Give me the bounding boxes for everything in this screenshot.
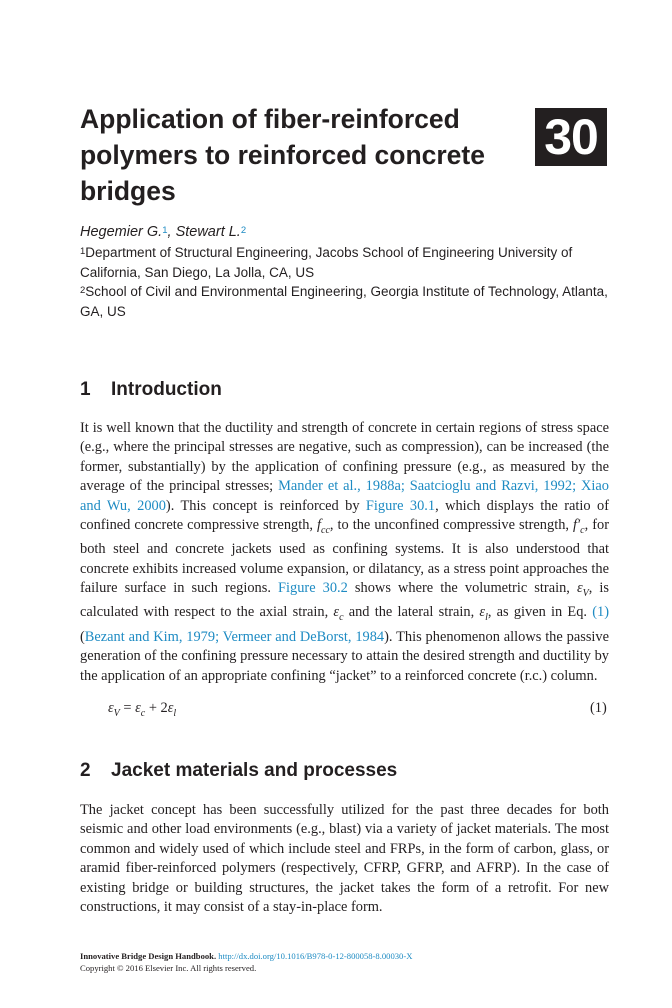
equation-number: (1) xyxy=(590,700,607,716)
symbol-base: ε xyxy=(479,604,486,621)
eq-subscript: V xyxy=(113,707,120,719)
chapter-number-badge: 30 xyxy=(535,108,607,166)
author-separator: , xyxy=(167,224,176,240)
eq-operator: + 2 xyxy=(145,700,168,716)
symbol-base: ε xyxy=(576,580,583,597)
symbol-fcc xyxy=(317,517,330,536)
eq-symbol: ε xyxy=(167,700,174,716)
author-list xyxy=(80,222,246,242)
affiliation-text: Department of Structural Engineering, Jacobs School of Engineering University of California, San Diego, La Jolla, CA, US xyxy=(80,245,573,280)
introduction-paragraph xyxy=(80,419,609,686)
symbol-subscript: c xyxy=(580,524,585,536)
section-title: Jacket materials and processes xyxy=(111,760,398,781)
symbol-base: f′ xyxy=(573,517,581,534)
doi-link[interactable]: http://dx.doi.org/10.1016/B978-0-12-800058-8.00030-X xyxy=(218,951,413,961)
jacket-materials-paragraph: The jacket concept has been successfully utilized for the past three decades for both seismic and other load environments (e.g., blast) via a variety of jacket materials. The most common and widely used of which include steel and FRPs, in the form of carbon, glass, or aramid fiber-reinforced polymers (respectively, CFRP, GFRP, and AFRP). In the case of existing bridge or building structures, the jacket takes the form of a retrofit. For new constructions, it may consist of a stay-in-place form. xyxy=(80,802,609,916)
symbol-eps-l xyxy=(479,604,488,624)
equation-link[interactable]: (1) xyxy=(592,604,609,621)
citation-link[interactable]: Bezant and Kim, 1979; Vermeer and DeBorst, 1984 xyxy=(84,628,385,645)
affiliation-marker: 1 xyxy=(80,246,86,257)
text-run: ). This phenomenon allows the passive generation of the confining pressure necessary to attain the desired strength and ductility by the application of an appropriate confining “jacket” to a reinforced concrete (r.c.) column. xyxy=(80,628,609,684)
affiliation xyxy=(80,282,610,321)
symbol-subscript: c xyxy=(339,612,344,624)
author-name: Stewart L. xyxy=(175,224,241,240)
chapter-title: Application of fiber-reinforced polymers to reinforced concrete bridges xyxy=(80,104,485,206)
book-title: Innovative Bridge Design Handbook. xyxy=(80,951,217,961)
figure-link[interactable]: Figure 30.2 xyxy=(278,580,348,597)
citation-link[interactable]: Mander et al., 1988a; Saatcioglu and Razvi, 1992; Xiao and Wu, 2000 xyxy=(80,478,609,514)
section-number: 2 xyxy=(80,760,91,781)
symbol-subscript: cc xyxy=(321,524,330,536)
text-run: , which displays the ratio of confined concrete compressive strength, xyxy=(80,497,609,534)
eq-subscript: c xyxy=(140,707,146,719)
text-run: and the lateral strain, xyxy=(343,604,480,621)
author-name: Hegemier G. xyxy=(80,224,163,240)
text-run: ( xyxy=(80,628,85,645)
symbol-eps-v xyxy=(576,580,589,599)
copyright-notice: Copyright © 2016 Elsevier Inc. All rights reserved. xyxy=(80,963,257,973)
symbol-eps-c xyxy=(333,604,344,624)
eq-subscript: l xyxy=(173,707,177,719)
section-title: Introduction xyxy=(111,379,222,400)
page-footer xyxy=(80,950,412,974)
equation-1 xyxy=(108,698,176,724)
eq-symbol: ε xyxy=(135,700,141,716)
symbol-subscript: V xyxy=(582,588,589,599)
figure-link[interactable]: Figure 30.1 xyxy=(365,497,436,514)
text-run: , as given in Eq. xyxy=(487,604,593,621)
author-affiliation-marker[interactable]: 1 xyxy=(162,225,168,236)
footer-citation-line xyxy=(80,950,412,962)
text-run: It is well known that the ductility and strength of concrete in certain regions of stress space (e.g., where the principal stresses are negative, such as compression), can be increased (the former, substantially) by the application of confining pressure (e.g., as measured by the average of the principal stresses; xyxy=(80,420,609,495)
section-number: 1 xyxy=(80,379,91,400)
text-run: , to the unconfined compressive strength, xyxy=(329,517,573,534)
symbol-base: f xyxy=(317,517,322,534)
text-run: , is calculated with respect to the axial strain, xyxy=(80,580,610,621)
text-run: , for both steel and concrete jackets used as confining systems. It is also understood that concrete exhibits increased volume expansion, or dilatancy, as a stress point approaches the failure surface in such regions. xyxy=(80,517,609,597)
affiliation-marker: 2 xyxy=(80,285,86,296)
eq-operator: = xyxy=(119,700,136,716)
eq-symbol: ε xyxy=(108,700,114,716)
section-heading-jacket-materials xyxy=(80,759,397,783)
text-run: ). This concept is reinforced by xyxy=(165,497,366,514)
symbol-fc xyxy=(573,517,585,536)
affiliation xyxy=(80,243,610,282)
section-heading-introduction xyxy=(80,378,222,402)
affiliation-text: School of Civil and Environmental Engineering, Georgia Institute of Technology, Atlanta, GA, US xyxy=(80,284,608,319)
symbol-base: ε xyxy=(333,604,340,621)
text-run: shows where the volumetric strain, xyxy=(347,580,577,597)
symbol-subscript: l xyxy=(485,612,488,624)
author-affiliation-marker[interactable]: 2 xyxy=(240,225,247,236)
